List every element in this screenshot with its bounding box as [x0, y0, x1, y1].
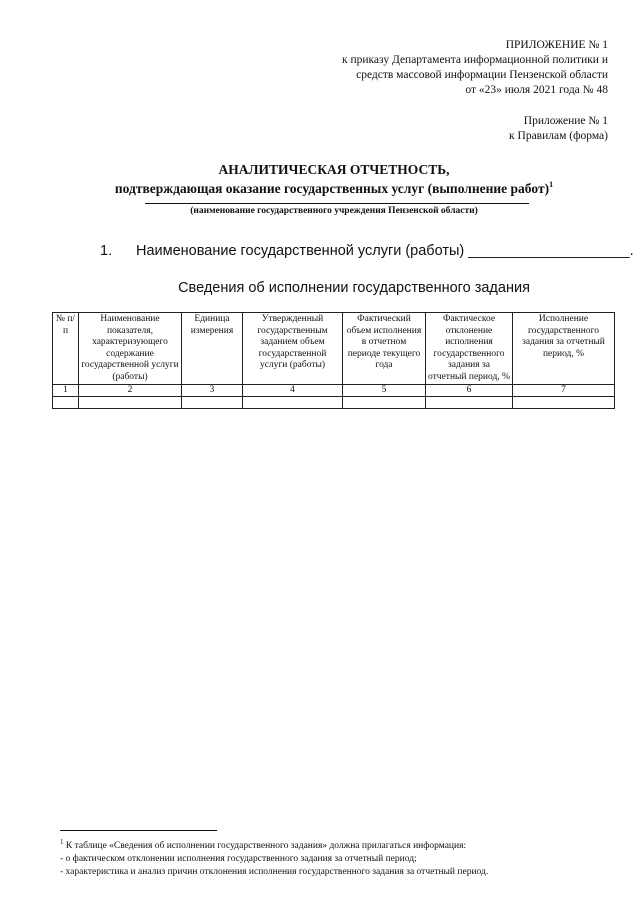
empty-cell[interactable]: [343, 397, 426, 409]
footnote-mark: 1: [60, 838, 64, 846]
document-subtitle: [0, 180, 640, 197]
footnote-text: К таблице «Сведения об исполнении государственного задания» должна прилагаться информация:: [65, 841, 467, 851]
item-number: 1.: [100, 243, 113, 259]
footnote-intro: [60, 836, 488, 853]
footnote-mark: 1: [549, 180, 554, 189]
empty-cell[interactable]: [513, 397, 615, 409]
footnote-item: - характеристика и анализ причин отклонения исполнения государственного задания за отчетный период.: [60, 867, 489, 877]
column-number-row: [53, 385, 615, 397]
order-reference: [342, 38, 608, 98]
column-number-cell: 1: [53, 385, 79, 397]
order-date: от «23» июля 2021 года № 48: [465, 84, 608, 96]
table-header-row: [53, 313, 615, 385]
rules-appendix-line: к Правилам (форма): [509, 130, 608, 142]
rules-appendix: [509, 114, 608, 144]
rules-appendix-line: Приложение № 1: [523, 115, 608, 127]
section-title: Сведения об исполнении государственного задания: [178, 280, 530, 296]
appendix-heading: ПРИЛОЖЕНИЕ № 1: [505, 39, 608, 51]
column-number-cell: 2: [79, 385, 182, 397]
empty-cell[interactable]: [426, 397, 513, 409]
order-line: к приказу Департамента информационной политики и: [342, 54, 608, 66]
institution-name-line: [145, 203, 529, 204]
document-title: АНАЛИТИЧЕСКАЯ ОТЧЕТНОСТЬ,: [218, 162, 450, 177]
footnote: [60, 836, 488, 879]
empty-cell[interactable]: [53, 397, 79, 409]
execution-table: [52, 312, 615, 409]
service-name-field: Наименование государственной услуги (работы) ____________________.: [136, 243, 634, 259]
column-number-cell: 5: [343, 385, 426, 397]
column-number-cell: 4: [243, 385, 343, 397]
order-line: средств массовой информации Пензенской области: [356, 69, 608, 81]
header-cell: Исполнение государственного задания за отчетный период, %: [513, 313, 615, 385]
column-number-cell: 3: [182, 385, 243, 397]
empty-cell[interactable]: [243, 397, 343, 409]
column-number-cell: 6: [426, 385, 513, 397]
header-cell: Утвержденный государственным заданием объем государственной услуги (работы): [243, 313, 343, 385]
footnote-separator: [60, 830, 217, 831]
header-cell: Фактический объем исполнения в отчетном периоде текущего года: [343, 313, 426, 385]
header-cell: Единица измерения: [182, 313, 243, 385]
empty-cell[interactable]: [79, 397, 182, 409]
empty-cell[interactable]: [182, 397, 243, 409]
institution-caption: (наименование государственного учреждения Пензенской области): [190, 206, 478, 216]
header-cell: Наименование показателя, характеризующего содержание государственной услуги (работы): [79, 313, 182, 385]
footnote-item: - о фактическом отклонении исполнения государственного задания за отчетный период;: [60, 854, 417, 864]
subtitle-text: подтверждающая оказание государственных услуг (выполнение работ): [114, 181, 550, 196]
header-cell: № п/п: [53, 313, 79, 385]
header-cell: Фактическое отклонение исполнения государственного задания за отчетный период, %: [426, 313, 513, 385]
empty-data-row: [53, 397, 615, 409]
column-number-cell: 7: [513, 385, 615, 397]
